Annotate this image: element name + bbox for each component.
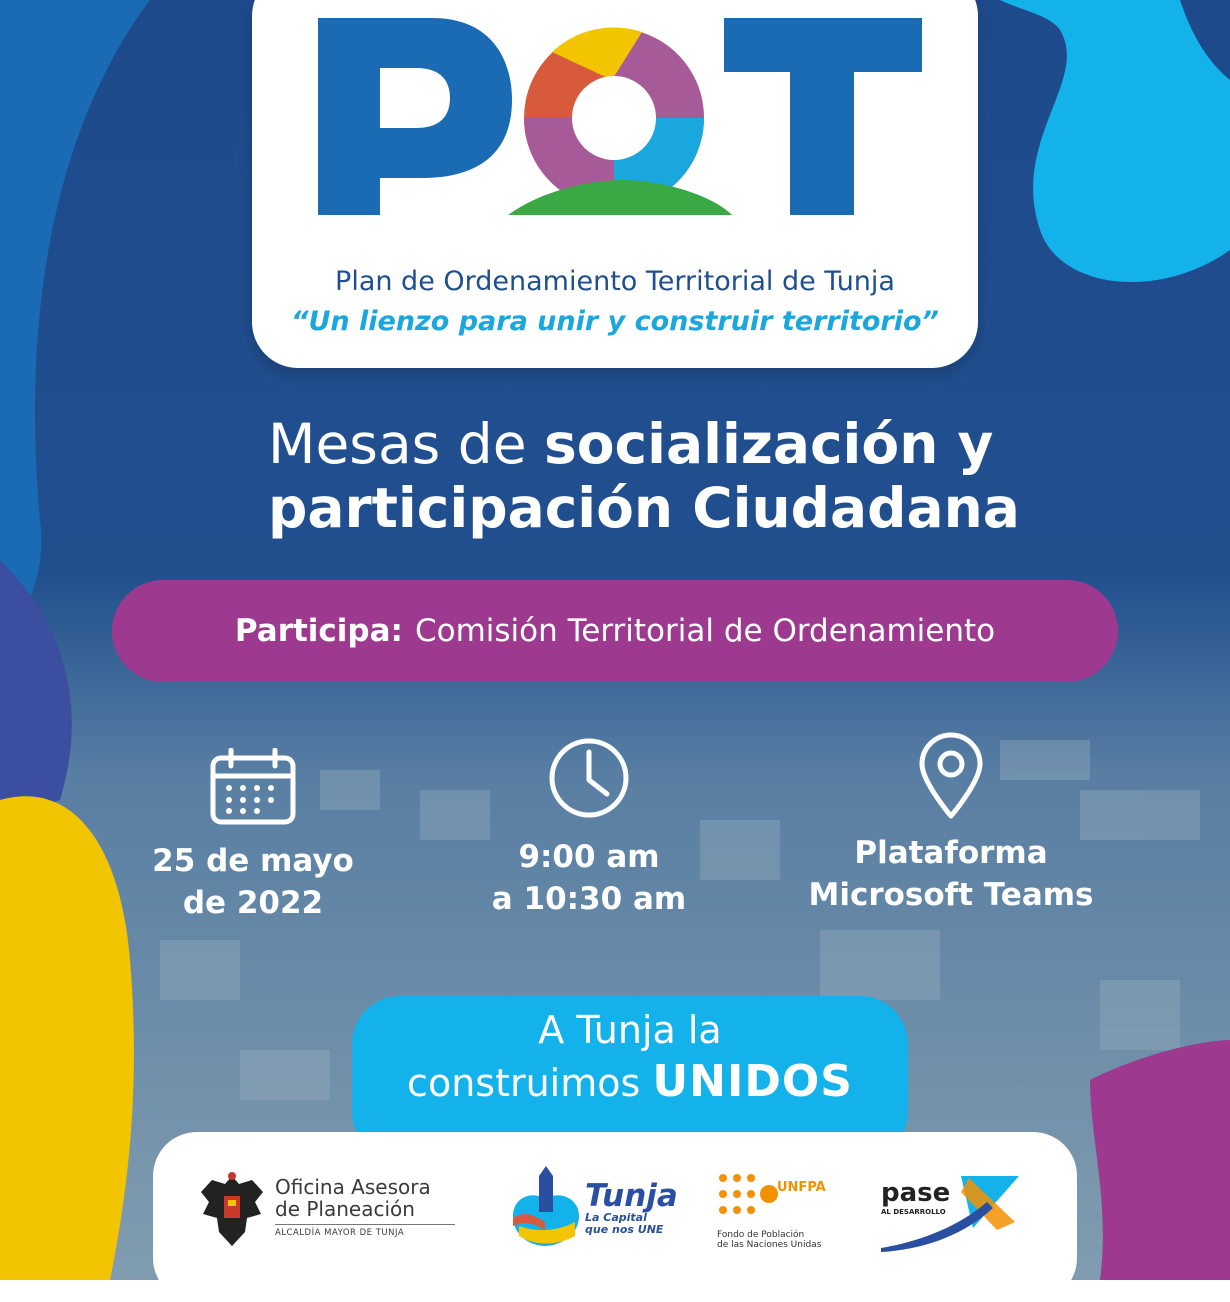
unfpa-logo-text: UNFPA (777, 1180, 826, 1195)
date-info (88, 748, 418, 924)
location-pin-icon (916, 732, 986, 820)
time-line-1: 9:00 am (518, 839, 660, 875)
headline (268, 412, 1028, 540)
header-card (252, 0, 978, 368)
tunja-sub-2: que nos UNE (585, 1223, 664, 1236)
participa-banner (112, 580, 1118, 682)
unfpa-sub-2: de las Naciones Unidas (717, 1240, 822, 1250)
unidos-line-2-bold: UNIDOS (652, 1056, 853, 1107)
headline-light: Mesas de (268, 412, 545, 476)
pase-logo-text: pase (881, 1178, 951, 1208)
footer-logos (153, 1132, 1077, 1302)
date-line-1: 25 de mayo (152, 843, 354, 879)
pot-logo (312, 10, 932, 220)
headline-bold-1: socialización y (544, 412, 994, 476)
time-info (424, 736, 754, 920)
tunja-cathedral-icon (505, 1166, 587, 1250)
pase-sub-text: AL DESARROLLO (881, 1208, 946, 1216)
unidos-line-2-light: construimos (407, 1061, 641, 1105)
participa-value: Comisión Territorial de Ordenamiento (414, 613, 996, 649)
unidos-line-2 (352, 1056, 908, 1107)
oficina-line-2: de Planeación (275, 1197, 415, 1221)
clock-icon (547, 736, 631, 820)
unidos-line-1: A Tunja la (538, 1008, 722, 1052)
oficina-planeacion-logo (275, 1176, 455, 1238)
tunja-capital-logo (585, 1180, 678, 1236)
tunja-word: Tunja (585, 1178, 678, 1214)
calendar-icon (209, 748, 297, 826)
participa-label: Participa: (234, 613, 403, 649)
headline-bold-2: participación Ciudadana (268, 476, 1020, 540)
place-info (786, 732, 1116, 916)
plan-title: Plan de Ordenamiento Territorial de Tunja (335, 266, 895, 297)
tunja-sub-1: La Capital (585, 1211, 647, 1224)
plan-slogan: “Un lienzo para unir y construir territorio” (291, 306, 939, 337)
time-line-2: a 10:30 am (491, 881, 687, 917)
unfpa-dots-icon (715, 1172, 779, 1218)
coat-of-arms-icon (197, 1170, 267, 1250)
unfpa-sub-1: Fondo de Población (717, 1230, 805, 1240)
alcaldia-text: ALCALDÍA MAYOR DE TUNJA (275, 1224, 455, 1238)
pase-swoosh-icon (877, 1172, 1023, 1252)
place-line-1: Plataforma (854, 835, 1048, 871)
oficina-line-1: Oficina Asesora (275, 1175, 431, 1199)
date-line-2: de 2022 (182, 885, 324, 921)
place-line-2: Microsoft Teams (808, 877, 1094, 913)
